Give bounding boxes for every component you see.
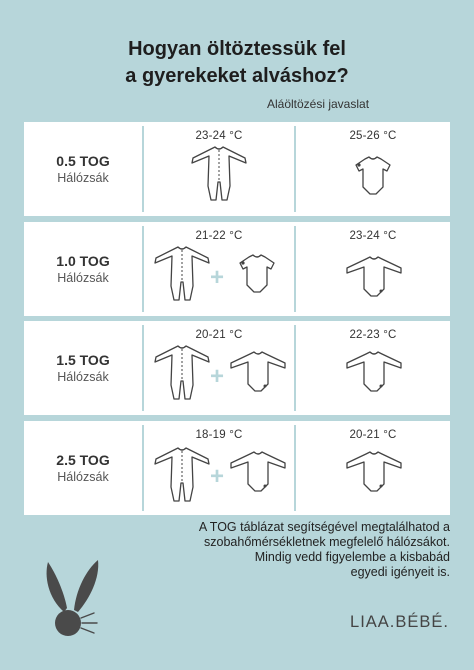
tog-label [24,321,142,415]
temperature-label: 23-24 °C [349,230,397,242]
temp-column-high [296,421,450,515]
footed-sleepsuit-icon [152,246,212,304]
temperature-label: 20-21 °C [349,429,397,441]
temp-column-low [144,222,294,316]
sleeping-bag-label: Hálózsák [57,470,109,484]
tog-row-1.0 [24,222,450,316]
tog-value: 1.5 TOG [56,352,110,368]
temp-column-high [296,122,450,216]
temperature-label: 20-21 °C [195,329,243,341]
temp-column-low [144,321,294,415]
sleeping-bag-label: Hálózsák [57,370,109,384]
tog-row-0.5 [24,122,450,216]
temperature-label: 25-26 °C [349,130,397,142]
title-line-2: a gyerekeket alváshoz? [125,65,349,87]
note-line-3: Mindig vedd figyelembe a kisbabád [254,550,450,564]
info-note [120,520,450,580]
note-line-1: A TOG táblázat segítségével megtalálhatod a [198,520,450,534]
temperature-label: 22-23 °C [349,329,397,341]
tog-row-1.5 [24,321,450,415]
tog-label [24,222,142,316]
plus-icon: + [210,264,225,291]
title-line-1: Hogyan öltöztessük fel [128,38,346,60]
short-sleeve-bodysuit-icon [354,156,392,196]
long-sleeve-bodysuit-icon [228,351,288,393]
subtitle: Aláöltözési javaslat [266,97,370,111]
long-sleeve-bodysuit-icon [344,451,404,493]
long-sleeve-bodysuit-icon [344,351,404,393]
temp-column-high [296,222,450,316]
long-sleeve-bodysuit-icon [228,451,288,493]
temp-column-high [296,321,450,415]
temp-column-low [144,122,294,216]
plus-icon: + [210,363,225,390]
temperature-label: 21-22 °C [195,230,243,242]
temperature-label: 18-19 °C [195,429,243,441]
tog-label [24,421,142,515]
brand-logo: LIAA.BÉBÉ. [350,613,449,631]
footed-sleepsuit-icon [189,146,249,204]
short-sleeve-bodysuit-icon [238,254,276,294]
bunny-logo-icon [34,556,114,640]
tog-value: 0.5 TOG [56,153,110,169]
tog-label [24,122,142,216]
footed-sleepsuit-icon [152,447,212,505]
plus-icon: + [210,463,225,490]
sleeping-bag-label: Hálózsák [57,171,109,185]
footed-sleepsuit-icon [152,345,212,403]
page-title [0,36,474,90]
tog-row-2.5 [24,421,450,515]
long-sleeve-bodysuit-icon [344,256,404,298]
note-line-2: szobahőmérsékletnek megfelelő hálózsákot. [204,535,450,549]
temperature-label: 23-24 °C [195,130,243,142]
sleeping-bag-label: Hálózsák [57,271,109,285]
temp-column-low [144,421,294,515]
tog-value: 2.5 TOG [56,452,110,468]
tog-value: 1.0 TOG [56,253,110,269]
note-line-4: egyedi igényeit is. [350,565,450,579]
